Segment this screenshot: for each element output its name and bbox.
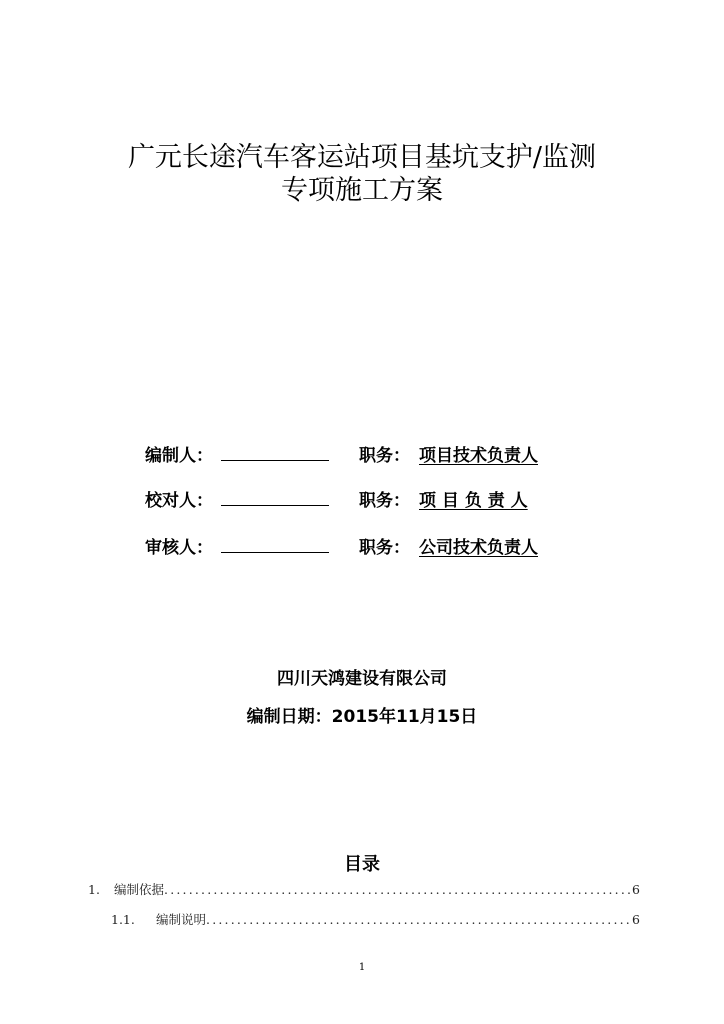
page-number: 1 [358, 962, 366, 973]
role-value: 公司技术负责人 [419, 538, 538, 558]
document-title-line-1: 广元长途汽车客运站项目基坑支护/监测 [127, 142, 597, 173]
role-value: 项目技术负责人 [419, 446, 538, 466]
toc-entry[interactable] [111, 910, 640, 928]
role-label: 职务： [359, 446, 410, 466]
toc-entry-text: 编制说明 [156, 912, 207, 927]
toc-entry-number: 1.1. [111, 912, 135, 927]
toc-entry-page: 6 [632, 912, 640, 927]
compile-date: 编制日期：2015年11月15日 [246, 707, 478, 727]
signature-blank-line [221, 536, 329, 553]
toc-entry-text: 编制依据 [114, 882, 165, 897]
signature-row-reviewer [145, 533, 538, 558]
signature-label: 审核人： [145, 538, 213, 558]
toc-title: 目录 [344, 854, 380, 875]
company-name: 四川天鸿建设有限公司 [277, 669, 447, 689]
signature-row-compiler [145, 441, 538, 466]
toc-entry-number: 1. [88, 882, 100, 897]
toc-leader-dots [164, 882, 632, 897]
signature-label: 编制人： [145, 446, 213, 466]
role-label: 职务： [359, 538, 410, 558]
role-value: 项 目 负 责 人 [419, 491, 528, 511]
signature-label: 校对人： [145, 491, 213, 511]
signature-row-proofreader [145, 486, 528, 511]
toc-entry[interactable] [88, 880, 640, 898]
toc-leader-dots [206, 912, 632, 927]
toc-entry-page: 6 [632, 882, 640, 897]
role-label: 职务： [359, 491, 410, 511]
signature-blank-line [221, 444, 329, 461]
signature-blank-line [221, 489, 329, 506]
document-title-line-2: 专项施工方案 [281, 175, 443, 206]
